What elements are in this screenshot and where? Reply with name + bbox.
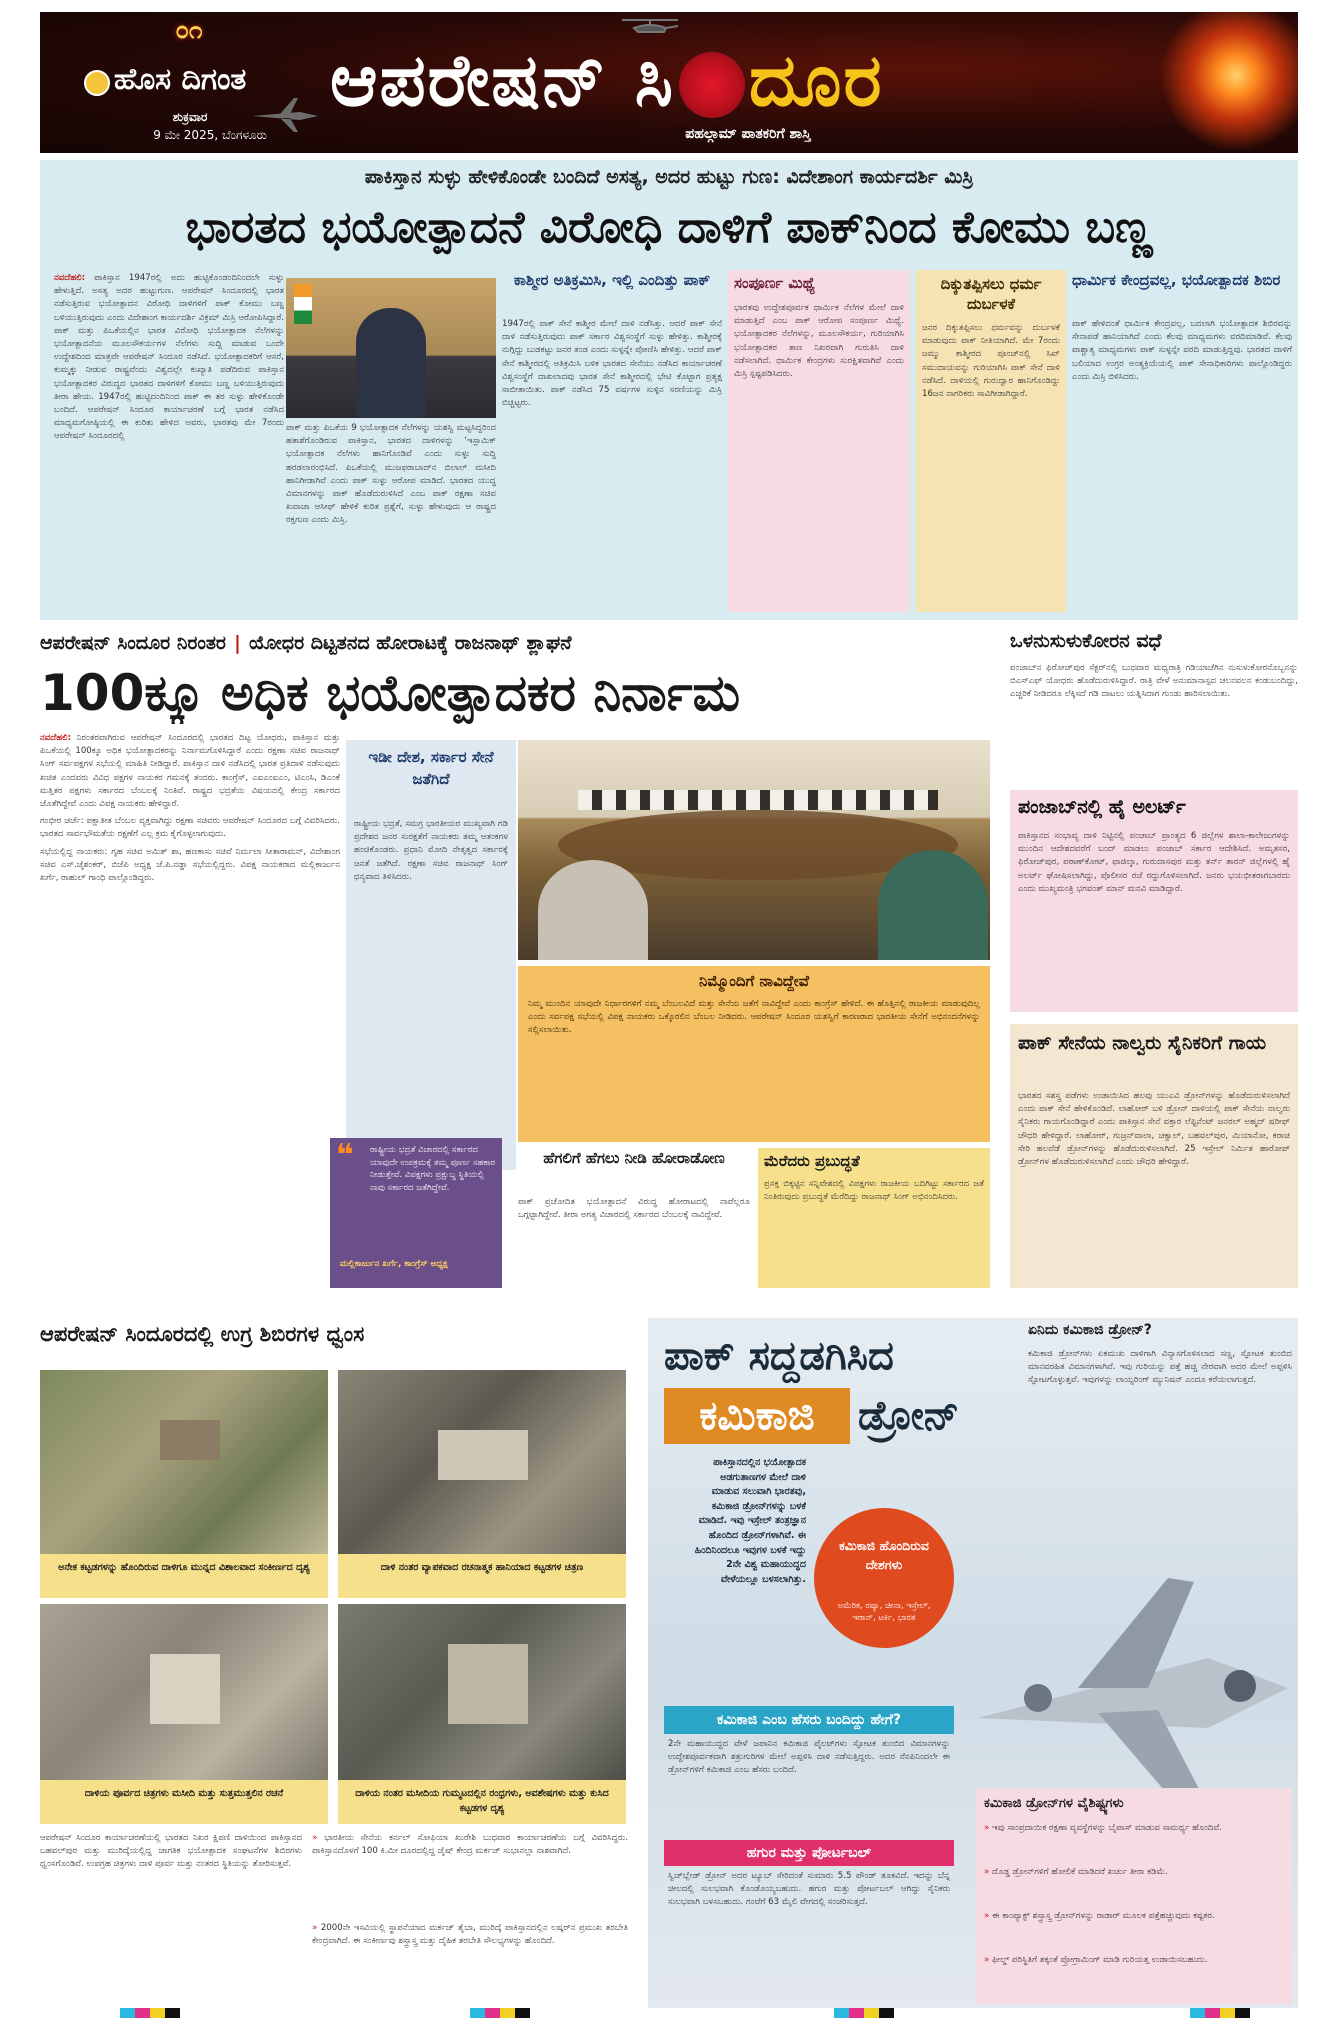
registration-marks bbox=[1190, 2008, 1250, 2018]
mosque-graphic bbox=[448, 1644, 528, 1724]
registration-marks bbox=[120, 2008, 180, 2018]
camps-bullet-2 bbox=[312, 1922, 628, 2004]
satellite-caption-4: ದಾಳಿಯ ನಂತರ ಮಸೀದಿಯ ಗುಮ್ಮಟದಲ್ಲಿನ ರಂಧ್ರಗಳು, ಅವಶೇಷಗಳು ಮತ್ತು ಕುಸಿದ ಕಟ್ಟಡಗಳ ದೃಶ್ಯ bbox=[338, 1780, 626, 1824]
quote-attribution: ಮಲ್ಲಿಕಾರ್ಜುನ ಖರ್ಗೆ, ಕಾಂಗ್ರೆಸ್ ಅಧ್ಯಕ್ಷ bbox=[340, 1259, 448, 1269]
col-heading: ಧಾರ್ಮಿಕ ಕೇಂದ್ರವಲ್ಲ, ಭಯೋತ್ಪಾದಕ ಶಿಬಿರ bbox=[1072, 271, 1281, 289]
kicker-divider: | bbox=[233, 632, 241, 654]
pak-soldiers-title: ಪಾಕ್ ಸೇನೆಯ ನಾಲ್ವರು ಸೈನಿಕರಿಗೆ ಗಾಯ bbox=[1018, 1032, 1267, 1054]
col-body: ಭಾರತವು ಉದ್ದೇಶಪೂರ್ವಕ ಧಾರ್ಮಿಕ ನೆಲೆಗಳ ಮೇಲೆ ದಾಳಿ ಮಾಡುತ್ತಿದೆ ಎಂಬ ಪಾಕ್ ಆರೋಪ ಸಂಪೂರ್ಣ ಮಿಥ್ಯೆ. ಭಯೋತ್ಪಾದಕರ ನೆಲೆಗಳನ್ನು, ಮೂಲಸೌಕರ್ಯ, ಗುರಿಯಾಗಿಸಿ ಭಯೋತ್ಪಾದಕರ ತಾಣ ನಿಖರವಾಗಿ ಗುರುತಿಸಿ ದಾಳಿ ನಡೆಸಲಾಗಿದೆ. ಧಾರ್ಮಿಕ ಕೇಂದ್ರಗಳು ಸುರಕ್ಷಿತವಾಗಿವೆ ಎಂದು ಮಿಸ್ರಿ ಸ್ಪಷ್ಟಪಡಿಸಿದರು. bbox=[734, 303, 904, 380]
portable-title: ಹಗುರ ಮತ್ತು ಪೋರ್ಟಬಲ್ bbox=[664, 1840, 954, 1866]
punjab-alert bbox=[1010, 790, 1298, 1012]
rajnath-headline: 100ಕ್ಕೂ ಅಧಿಕ ಭಯೋತ್ಪಾದಕರ ನಿರ್ನಾಮ bbox=[40, 664, 741, 722]
satellite-caption-1: ಅನೇಕ ಕಟ್ಟಡಗಳನ್ನು ಹೊಂದಿರುವ ದಾಳಿಗೂ ಮುನ್ನದ ವಿಶಾಲವಾದ ಸಂಕೀರ್ಣದ ದೃಶ್ಯ bbox=[40, 1554, 328, 1598]
lead-headline: ಭಾರತದ ಭಯೋತ್ಪಾದನೆ ವಿರೋಧಿ ದಾಳಿಗೆ ಪಾಕ್‌ನಿಂದ ಕೋಮು ಬಣ್ಣ bbox=[185, 202, 1153, 253]
satellite-after-2 bbox=[338, 1604, 626, 1780]
drone-intro: ಪಾಕಿಸ್ತಾನದಲ್ಲಿನ ಭಯೋತ್ಪಾದಕ ಅಡಗುತಾಣಗಳ ಮೇಲೆ ದಾಳಿ ಮಾಡುವ ಸಲುವಾಗಿ ಭಾರತವು, ಕಮಿಕಾಜಿ ಡ್ರೋನ್‌ಗಳನ್ನು ಬಳಕೆ ಮಾಡಿದೆ. ಇವು ಇಸ್ರೇಲ್ ತಂತ್ರಜ್ಞಾನ ಹೊಂದಿದ ಡ್ರೋನ್‌ಗಳಾಗಿವೆ. ಈ ಹಿಂದಿನಿಂದಲೂ ಇವುಗಳ ಬಳಕೆ ಇದ್ದು 2ನೇ ವಿಶ್ವ ಮಹಾಯುದ್ಧದ ವೇಳೆಯಲ್ಲೂ ಬಳಸಲಾಗಿತ್ತು. bbox=[694, 1457, 806, 1585]
issue-day: ಶುಕ್ರವಾರ bbox=[172, 110, 208, 124]
drone-headline-b: ಕಮಿಕಾಜಿ bbox=[664, 1388, 850, 1444]
satellite-caption-2: ದಾಳಿ ನಂತರ ವ್ಯಾಪಕವಾದ ರಚನಾತ್ಮಕ ಹಾನಿಯಾದ ಕಟ್ಟಡಗಳ ಚಿತ್ರಣ bbox=[338, 1554, 626, 1598]
meeting-photo bbox=[518, 740, 990, 960]
what-is-title: ಏನಿದು ಕಮಿಕಾಜಿ ಡ್ರೋನ್? bbox=[1028, 1322, 1152, 1338]
camps-body: ಆಪರೇಷನ್ ಸಿಂದೂರ ಕಾರ್ಯಾಚರಣೆಯಲ್ಲಿ ಭಾರತದ ನಿಖರ ಕ್ಷಿಪಣಿ ದಾಳಿಯಿಂದ ಪಾಕಿಸ್ತಾನದ ಬಹವಲ್‌ಪುರ ಮತ್ತು ಮುರಿದ್ಕೆಯಲ್ಲಿದ್ದ ಜಾಗತಿಕ ಭಯೋತ್ಪಾದಕ ಸಂಘಟನೆಗಳ ಶಿಬಿರಗಳು ಧ್ವಂಸಗೊಂಡಿವೆ. ಉಪಗ್ರಹ ಚಿತ್ರಗಳು ದಾಳಿ ಪೂರ್ವ ಮತ್ತು ನಂತರದ ಸ್ಥಿತಿಯನ್ನು ತೋರಿಸುತ್ತವೆ. bbox=[40, 1833, 302, 1870]
punjab-title: ಪಂಜಾಬ್‌ನಲ್ಲಿ ಹೈ ಅಲರ್ಟ್ bbox=[1018, 796, 1186, 818]
bullet-arrow-icon: » bbox=[984, 1911, 992, 1921]
feature-item bbox=[984, 1822, 1284, 1862]
rajnath-body bbox=[40, 732, 340, 1288]
support-box-title: ನಿಮ್ಮೊಂದಿಗೆ ನಾವಿದ್ದೇವೆ bbox=[699, 972, 809, 990]
attendees-graphic bbox=[578, 790, 938, 810]
explosion-graphic bbox=[1160, 12, 1298, 153]
support-box-body: ನಿಮ್ಮ ಮುಂದಿನ ಯಾವುದೇ ನಿರ್ಧಾರಗಳಿಗೆ ನಮ್ಮ ಬೆಂಬಲವಿದೆ ಮತ್ತು ಸೇನೆಯ ಜತೆಗೆ ನಾವಿದ್ದೇವೆ ಎಂದು ಕಾಂಗ್ರೆಸ್ ಹೇಳಿದೆ. ಈ ಹೊತ್ತಿನಲ್ಲಿ ರಾಜಕೀಯ ಮಾಡುವುದಿಲ್ಲ ಎಂದು ಸರ್ವಪಕ್ಷ ಸಭೆಯಲ್ಲಿ ವಿಪಕ್ಷ ನಾಯಕರು ಒಕ್ಕೊರಲಿನ ಬೆಂಬಲ ನೀಡಿದರು. ಆಪರೇಷನ್ ಸಿಂದೂರ ಯಶಸ್ವಿಗೆ ಕಾರಣರಾದ ಭಾರತೀಯ ಸೇನೆಗೆ ಅಭಿನಂದನೆಗಳನ್ನು ಸಲ್ಲಿಸಲಾಯಿತು. bbox=[528, 999, 980, 1036]
drone-headline-c: ಡ್ರೋನ್ bbox=[858, 1393, 960, 1439]
rajnath-text-2: ಗಂಭೀರ ಚರ್ಚೆ: ಪಕ್ಷಾತೀತ ಬೆಂಬಲ ವ್ಯಕ್ತವಾಗಿದ್ದು ರಕ್ಷಣಾ ಸಚಿವರು ಆಪರೇಷನ್ ಸಿಂದೂರದ ಬಗ್ಗೆ ವಿವರಿಸಿದರು. ಭಾರತದ ಸಾರ್ವಭೌಮತೆಯ ರಕ್ಷಣೆಗೆ ಎಲ್ಲ ಕ್ರಮ ಕೈಗೊಳ್ಳಲಾಗುವುದು. bbox=[40, 816, 340, 840]
lead-dateline: ನವದೆಹಲಿ: bbox=[54, 273, 86, 283]
camps-title: ಆಪರೇಷನ್ ಸಿಂದೂರದಲ್ಲಿ ಉಗ್ರ ಶಿಬಿರಗಳ ಧ್ವಂಸ bbox=[40, 1322, 365, 1346]
rajnath-dateline: ನವದೆಹಲಿ: bbox=[40, 733, 72, 743]
issue-date: 9 ಮೇ 2025, ಬೆಂಗಳೂರು bbox=[153, 128, 267, 142]
what-is-box bbox=[1028, 1322, 1292, 1522]
col-heading: ದಿಕ್ಕುತಪ್ಪಿಸಲು ಧರ್ಮ ದುರ್ಬಳಕೆ bbox=[940, 275, 1042, 313]
registration-marks bbox=[834, 2008, 894, 2018]
punjab-body: ಪಾಕಿಸ್ತಾನದ ಸಂಭಾವ್ಯ ದಾಳಿ ನಿಟ್ಟಿನಲ್ಲಿ ಪಂಜಾಬ್ ಪ್ರಾಂತ್ಯದ 6 ಜಿಲ್ಲೆಗಳ ಶಾಲಾ-ಕಾಲೇಜುಗಳನ್ನು ಮುಂದಿನ ಆದೇಶದವರೆಗೆ ಬಂದ್ ಮಾಡಲು ಪಂಜಾಬ್ ಸರ್ಕಾರ ಆದೇಶಿಸಿದೆ. ಅಮೃತಸರ, ಫಿರೋಜ್‌ಪುರ, ಪಠಾಣ್‌ಕೋಟ್, ಫಾಜಿಲ್ಕಾ, ಗುರುದಾಸಪುರ ಮತ್ತು ತರ್ನ್ ತಾರನ್ ಜಿಲ್ಲೆಗಳಲ್ಲಿ ಹೈ ಅಲರ್ಟ್ ಘೋಷಿಸಲಾಗಿದ್ದು, ಪೊಲೀಸರ ರಜೆ ರದ್ದುಗೊಳಿಸಲಾಗಿದೆ. ಜನರು ಭಯಭೀತರಾಗಬಾರದು ಎಂದು ಮುಖ್ಯಮಂತ್ರಿ ಭಗವಂತ್ ಮಾನ್ ಮನವಿ ಮಾಡಿದ್ದಾರೆ. bbox=[1018, 831, 1290, 894]
page-number: ೦೧ bbox=[175, 16, 203, 44]
maturity-column-body: ಪ್ರಸಕ್ತ ಬಿಕ್ಕಟ್ಟಿನ ಸನ್ನಿವೇಶದಲ್ಲಿ ವಿಪಕ್ಷಗಳು ರಾಜಕೀಯ ಬದಿಗಿಟ್ಟು ಸರ್ಕಾರದ ಜತೆ ನಿಂತಿರುವುದು ಪ್ರಬುದ್ಧತೆ ಮೆರೆದಿದ್ದು ರಾಜನಾಥ್ ಸಿಂಗ್ ಅಭಿನಂದಿಸಿದರು. bbox=[764, 1179, 984, 1203]
portable-body: ಸ್ವಿಚ್‌ಬ್ಲೇಡ್ ಡ್ರೋನ್ ಅದರ ಟ್ಯೂಬ್ ಸೇರಿದಂತೆ ಸುಮಾರು 5.5 ಪೌಂಡ್ ತೂಕವಿದೆ. ಇದನ್ನು ಬೆನ್ನ ಚೀಲದಲ್ಲಿ ಸುಲಭವಾಗಿ ಕೊಂಡೊಯ್ಯಬಹುದು. ಹಗುರ ಮತ್ತು ಪೋರ್ಟಬಲ್ ಆಗಿದ್ದು ಸೈನಿಕರು ಸುಲಭವಾಗಿ ಬಳಸಬಹುದು. ಗಂಟೆಗೆ 63 ಮೈಲಿ ವೇಗದಲ್ಲಿ ಸಂಚರಿಸುತ್ತದೆ. bbox=[668, 1871, 950, 1908]
mishri-photo-caption: ಪಾಕ್ ಮತ್ತು ಪಿಒಕೆಯ 9 ಭಯೋತ್ಪಾದಕ ನೆಲೆಗಳನ್ನು ಯಶಸ್ವಿ ಮಟ್ಟಸಿದ್ದರಿಂದ ಹತಾಶೆಗೊಂಡಿರುವ ಪಾಕಿಸ್ತಾನ, ಭಾರತದ ದಾಳಿಗಳನ್ನು 'ಇಸ್ಲಾಮಿಕ್ ಭಯೋತ್ಪಾದಕ ನೆಲೆಗಳು ಹಾನಿಗೊಂಡಿವೆ ಎಂದು ಸುಳ್ಳು ಸುದ್ದಿ ಹರಡಲಾರಂಭಿಸಿದೆ. ಪಿಒಕೆಯಲ್ಲಿ ಮುಜಫರಾಬಾದ್‌ನ ಬಿಲಾಲ್ ಮಸೀದಿ ಹಾನಿಗೀಡಾಗಿವೆ ಎಂದು ಪಾಕ್ ಸುಳ್ಳು ಆರೋಪ ಮಾಡಿದೆ. ಭಾರತದ ಯುದ್ಧ ವಿಮಾನಗಳನ್ನು ಪಾಕ್ ಹೊಡೆದುರುಳಿಸಿದೆ ಎಂಬ ಪಾಕ್ ರಕ್ಷಣಾ ಸಚಿವ ಖವಾಜಾ ಆಸೀಫ್ ಹೇಳಿಕೆ ಕುರಿತ ಪ್ರಶ್ನೆಗೆ, ಸುಳ್ಳು ಹೇಳುವುದು ಆ ರಾಷ್ಟ್ರದ ರಕ್ತಗುಣ ಎಂದು ಮಿಸ್ರಿ. bbox=[286, 423, 496, 526]
shoulder-column-body: ಪಾಕ್ ಪ್ರಚೋದಿತ ಭಯೋತ್ಪಾದನೆ ವಿರುದ್ಧ ಹೋರಾಟದಲ್ಲಿ ನಾವೆಲ್ಲರೂ ಒಗ್ಗಟ್ಟಾಗಿದ್ದೇವೆ. ತೀರಾ ಅಗತ್ಯ ವಿಚಾರದಲ್ಲಿ ಸರ್ಕಾರದ ಬೆಂಬಲಕ್ಕೆ ನಾವಿದ್ದೇವೆ. bbox=[518, 1197, 750, 1221]
registration-marks bbox=[470, 2008, 530, 2018]
col-body: 1947ರಲ್ಲಿ ಪಾಕ್ ಸೇನೆ ಕಾಶ್ಮೀರ ಮೇಲೆ ದಾಳಿ ನಡೆಸಿತ್ತು. ಆದರೆ ಪಾಕ್ ಸೇನೆ ದಾಳಿ ನಡೆಸುತ್ತಿರುವುದು ಪಾಕ್ ಸರ್ಕಾರ ವಿಶ್ವಸಂಸ್ಥೆಗೆ ಸುಳ್ಳು ಹೇಳಿತ್ತು. ಕಾಶ್ಮೀರಕ್ಕೆ ನುಗ್ಗಿದ್ದು ಬುಡಕಟ್ಟು ಜನರ ತಂಡ ಎಂದು ಸುಳ್ಳನ್ನೇ ಪೋಣಿಸಿ ಹೇಳಿತ್ತು. ಆದರೆ ಪಾಕ್ ಸೇನೆ ಕಾಶ್ಮೀರದಲ್ಲಿ ಅತಿಕ್ರಮಿಸಿ ಬಳಿಕ ಭಾರತದ ಸೇನೆಯು ನಡೆಸಿದ ಕಾರ್ಯಾಚರಣೆ ವಿಶ್ವಸಂಸ್ಥೆಗೆ ದಾಖಲಾದವು ಭಾರತ ಸೇನೆ ಕಾಶ್ಮೀರದಲ್ಲಿ ಭೇಟಿ ಕೊಟ್ಟಾಗ ಪ್ರತ್ಯಕ್ಷ ಸಾಬೀತಾಯಿತು. ಪಾಕ್ ನಡೆಸಿದ 75 ವರ್ಷಗಳ ಸುಳ್ಳಿನ ಸರಣಿಯನ್ನು ಮಿಸ್ರಿ ಬಿಚ್ಚಿಟ್ಟರು. bbox=[502, 319, 722, 409]
camps-section bbox=[40, 1318, 632, 2008]
lead-body bbox=[54, 272, 284, 612]
rajnath-text-3: ಸಭೆಯಲ್ಲಿದ್ದ ನಾಯಕರು: ಗೃಹ ಸಚಿವ ಅಮಿತ್ ಶಾ, ಹಣಕಾಸು ಸಚಿವೆ ನಿರ್ಮಲಾ ಸೀತಾರಾಮನ್, ವಿದೇಶಾಂಗ ಸಚಿವ ಎಸ್.ಜೈಶಂಕರ್, ಬಿಜೆಪಿ ಅಧ್ಯಕ್ಷ ಜೆ.ಪಿ.ನಡ್ಡಾ ಸಭೆಯಲ್ಲಿದ್ದರು. ವಿಪಕ್ಷ ನಾಯಕರಾದ ಮಲ್ಲಿಕಾರ್ಜುನ ಖರ್ಗೆ, ರಾಹುಲ್ ಗಾಂಧಿ ಪಾಲ್ಗೊಂಡಿದ್ದರು. bbox=[40, 846, 340, 884]
mosque-graphic bbox=[150, 1654, 220, 1724]
rajnath-story bbox=[40, 628, 990, 1288]
banner-tagline: ಪಹಲ್ಗಾಮ್ ಪಾತಕರಿಗೆ ಶಾಸ್ತಿ bbox=[685, 126, 811, 142]
side-panel-body: ರಾಷ್ಟ್ರೀಯ ಭದ್ರತೆ, ಸಮಗ್ರ ಭಾರತೀಯರ ಮುಖ್ಯವಾಗಿ ಗಡಿ ಪ್ರದೇಶದ ಜನರ ಸುರಕ್ಷತೆಗೆ ನಾಯಕರು ತಮ್ಮ ಆತಂಕಗಳ ಹಂಚಿಕೊಂಡರು. ಪ್ರಧಾನಿ ಮೋದಿ ನೇತೃತ್ವದ ಸರ್ಕಾರಕ್ಕೆ ಜನತೆ ಜತೆಗಿದೆ. ರಕ್ಷಣಾ ಸಚಿವ ರಾಜನಾಥ್ ಸಿಂಗ್ ಧನ್ಯವಾದ ತಿಳಿಸಿದರು. bbox=[354, 819, 508, 882]
bullet-arrow-icon: » bbox=[312, 1833, 325, 1843]
feature-item bbox=[984, 1910, 1284, 1950]
feature-text: ಇವು ಸಾಂಪ್ರದಾಯಿಕ ರಕ್ಷಣಾ ವ್ಯವಸ್ಥೆಗಳನ್ನು ಬೈಪಾಸ್ ಮಾಡುವ ಸಾಮರ್ಥ್ಯ ಹೊಂದಿವೆ. bbox=[992, 1823, 1222, 1833]
banner-title-part-a: ಆಪರೇಷನ್ ಸಿ bbox=[330, 38, 675, 122]
countries-title: ಕಮಿಕಾಜಿ ಹೊಂದಿರುವ ದೇಶಗಳು bbox=[839, 1538, 929, 1572]
kicker-part-a: ಆಪರೇಷನ್ ಸಿಂದೂರ ನಿರಂತರ bbox=[40, 632, 226, 654]
bullet-arrow-icon: » bbox=[984, 1823, 992, 1833]
banner-title bbox=[330, 32, 1150, 128]
feature-item bbox=[984, 1866, 1284, 1906]
bsf-title: ಒಳನುಸುಳುಕೋರನ ವಧೆ bbox=[1010, 630, 1162, 652]
quote-text: ರಾಷ್ಟ್ರೀಯ ಭದ್ರತೆ ವಿಚಾರದಲ್ಲಿ ಸರ್ಕಾರದ ಯಾವುದೇ ಉಪಕ್ರಮಕ್ಕೆ ತಮ್ಮ ಪೂರ್ಣ ಸಹಕಾರ ನೀಡುತ್ತೇವೆ. ವಿಪಕ್ಷಗಳು ಪ್ರಕ್ಷುಬ್ಧ ಸ್ಥಿತಿಯಲ್ಲಿ ನಾವು ಸರ್ಕಾರದ ಜತೆಗಿದ್ದೇವೆ. bbox=[370, 1145, 496, 1193]
pak-soldiers-body: ಭಾರತದ ಸಶಸ್ತ್ರ ಪಡೆಗಳು ಉಡಾಯಿಸಿದ ಹಲವು ಯುಎವಿ ಡ್ರೋನ್‌ಗಳನ್ನು ಹೊಡೆದುರುಳಿಸಲಾಗಿದೆ ಎಂದು ಪಾಕ್ ಸೇನೆ ಹೇಳಿಕೊಂಡಿದೆ. ಲಾಹೋರ್ ಬಳಿ ಡ್ರೋನ್ ದಾಳಿಯಲ್ಲಿ ಪಾಕ್ ಸೇನೆಯ ನಾಲ್ವರು ಸೈನಿಕರು ಗಾಯಗೊಂಡಿದ್ದಾರೆ ಎಂದು ಪಾಕಿಸ್ತಾನ ಸೇನೆ ವಕ್ತಾರ ಲೆಫ್ಟಿನೆಂಟ್ ಜನರಲ್ ಅಹ್ಮದ್ ಷರೀಫ್ ಚೌಧರಿ ಹೇಳಿದ್ದಾರೆ. ಲಾಹೋರ್, ಗುಜ್ರನ್‌ವಾಲಾ, ಚಕ್ವಾಲ್, ಬಹವಲ್‌ಪುರ, ಮಿಯಾನೋ, ಕರಾಚಿ ಸೇರಿ ಹಲವೆಡೆ ಡ್ರೋನ್‌ಗಳನ್ನು ಹೊಡೆದುರುಳಿಸಲಾಗಿದೆ. 25 ಇಸ್ರೇಲ್ ನಿರ್ಮಿತ ಹಾರೋಪ್ ಡ್ರೋನ್‌ಗಳ ಹೊಡೆದುರುಳಿಸಲಾಗಿದೆ ಎಂದು ಚೌಧರಿ ಹೇಳಿದ್ದಾರೆ. bbox=[1018, 1091, 1290, 1168]
maturity-column bbox=[758, 1148, 990, 1288]
maturity-column-title: ಮೆರೆದರು ಪ್ರಬುದ್ಧತೆ bbox=[764, 1152, 860, 1170]
what-is-body: ಕಮಿಕಾಜಿ ಡ್ರೋನ್‌ಗಳು ಏಕಮುಖ ದಾಳಿಗಾಗಿ ವಿನ್ಯಾಸಗೊಳಿಸಲಾದ ಸಣ್ಣ, ಸ್ಫೋಟಕ ತುಂಬಿದ ಮಾನವರಹಿತ ವಿಮಾನಗಳಾಗಿವೆ. ಇವು ಗುರಿಯನ್ನು ಪತ್ತೆ ಹಚ್ಚಿ ನೇರವಾಗಿ ಅದರ ಮೇಲೆ ಅಪ್ಪಳಿಸಿ ಸ್ಫೋಟಗೊಳ್ಳುತ್ತವೆ. ಇವುಗಳನ್ನು ಲಾಯ್ಟರಿಂಗ್ ಮ್ಯುನಿಷನ್ ಎಂದೂ ಕರೆಯಲಾಗುತ್ತದೆ. bbox=[1028, 1349, 1292, 1386]
countries-list: ಅಮೆರಿಕ, ರಷ್ಯಾ, ಚೀನಾ, ಇಸ್ರೇಲ್, ಇರಾನ್, ಟರ್ಕಿ, ಭಾರತ bbox=[837, 1601, 931, 1623]
feature-text: ಈ ಕಾಂಪ್ಯಾಕ್ಟ್ ಶಸ್ತ್ರಾಸ್ತ್ರ ಡ್ರೋನ್‌ಗಳನ್ನು ರಾಡಾರ್ ಮೂಲಕ ಪತ್ತೆಹಚ್ಚುವುದು ಕಷ್ಟಕರ. bbox=[992, 1911, 1215, 1921]
name-origin-body: 2ನೇ ಮಹಾಯುದ್ಧದ ವೇಳೆ ಜಪಾನಿನ ಕಮಿಕಾಜಿ ಪೈಲಟ್‌ಗಳು ಸ್ಫೋಟಕ ತುಂಬಿದ ವಿಮಾನಗಳನ್ನು ಉದ್ದೇಶಪೂರ್ವಕವಾಗಿ ಶತ್ರುಗುರಿಗಳ ಮೇಲೆ ಅಪ್ಪಳಿಸಿ ದಾಳಿ ನಡೆಸುತ್ತಿದ್ದರು. ಅದರ ನೆನಪಿನಿಂದಲೇ ಈ ಡ್ರೋನ್‌ಗಳಿಗೆ ಕಮಿಕಾಜಿ ಎಂಬ ಹೆಸರು ಬಂದಿದೆ. bbox=[668, 1739, 950, 1776]
foreground-figure bbox=[878, 850, 988, 960]
portable-box bbox=[664, 1840, 954, 2004]
sindoor-dot bbox=[679, 52, 745, 118]
support-box bbox=[518, 966, 990, 1142]
col-heading: ಸಂಪೂರ್ಣ ಮಿಥ್ಯೆ bbox=[734, 274, 816, 292]
quote-box bbox=[330, 1138, 502, 1288]
bsf-body: ಪಂಜಾಬ್‌ನ ಫಿರೋಜ್‌ಪುರ ಸೆಕ್ಟರ್‌ನಲ್ಲಿ ಬುಧವಾರ ಮಧ್ಯರಾತ್ರಿ ಗಡಿಯಾಚೆಗಿನ ನುಸುಳುಕೋರನೊಬ್ಬನನ್ನು ಬಿಎಸ್‌ಎಫ್ ಯೋಧರು ಹೊಡೆದುರುಳಿಸಿದ್ದಾರೆ. ರಾತ್ರಿ ವೇಳೆ ಅನುಮಾನಾಸ್ಪದ ಚಲನವಲನ ಕಂಡುಬಂದಿದ್ದು, ಎಚ್ಚರಿಕೆ ನೀಡಿದರೂ ಲೆಕ್ಕಿಸದೆ ಗಡಿ ದಾಟಲು ಯತ್ನಿಸಿದಾಗ ಗುಂಡು ಹಾರಿಸಲಾಯಿತು. bbox=[1010, 663, 1298, 700]
feature-text: ಫೀಲ್ಡ್ ಪರಿಸ್ಥಿತಿಗೆ ತಕ್ಕಂತೆ ಪ್ರೋಗ್ರಾಮಿಂಗ್ ಮಾಡಿ ಗುರಿಯತ್ತ ಉಡಾಯಿಸಬಹುದು. bbox=[992, 1955, 1208, 1965]
name-origin-title: ಕಮಿಕಾಜಿ ಎಂಬ ಹೆಸರು ಬಂದಿದ್ದು ಹೇಗೆ? bbox=[664, 1706, 954, 1734]
banner-title-part-b: ದೂರ bbox=[749, 38, 884, 122]
flag-graphic bbox=[294, 284, 312, 324]
lead-col-religion bbox=[916, 270, 1066, 612]
drone-section bbox=[648, 1318, 1298, 2008]
paper-logo-emblem bbox=[84, 70, 110, 96]
feature-text: ದೊಡ್ಡ ಡ್ರೋನ್‌ಗಳಿಗೆ ಹೋಲಿಕೆ ಮಾಡಿದರೆ ಖರ್ಚು ತೀರಾ ಕಡಿಮೆ. bbox=[992, 1867, 1168, 1877]
pak-soldiers-story bbox=[1010, 1024, 1298, 1288]
bullet-text: 2000ನೇ ಇಸವಿಯಲ್ಲಿ ಸ್ಥಾಪನೆಯಾದ ಮರ್ಕಜ್ ತೈಬಾ, ಮುರಿದ್ಕೆ ಪಾಕಿಸ್ತಾನದಲ್ಲಿನ ಲಷ್ಕರ್‌ನ ಪ್ರಮುಖ ತರಬೇತಿ ಕೇಂದ್ರವಾಗಿದೆ. ಈ ಸಂಕೀರ್ಣವು ಶಸ್ತ್ರಾಸ್ತ್ರ ಮತ್ತು ದೈಹಿಕ ತರಬೇತಿ ಸೌಲಭ್ಯಗಳನ್ನು ಹೊಂದಿದೆ. bbox=[312, 1923, 628, 1947]
lead-col-camp bbox=[1072, 270, 1292, 612]
features-title: ಕಮಿಕಾಜಿ ಡ್ರೋನ್‌ಗಳ ವೈಶಿಷ್ಟ್ಯಗಳು bbox=[984, 1796, 1124, 1811]
mishri-photo bbox=[286, 278, 496, 418]
shoulder-column-title: ಹೆಗಲಿಗೆ ಹೆಗಲು ನೀಡಿ ಹೋರಾಡೋಣ bbox=[543, 1149, 725, 1167]
features-box bbox=[976, 1788, 1292, 2004]
kicker-part-b: ಯೋಧರ ದಿಟ್ಟತನದ ಹೋರಾಟಕ್ಕೆ ರಾಜನಾಥ್ ಶ್ಲಾಘನೆ bbox=[248, 632, 572, 654]
col-heading: ಕಾಶ್ಮೀರ ಅತಿಕ್ರಮಿಸಿ, ಇಲ್ಲಿ ಎಂದಿತ್ತು ಪಾಕ್ bbox=[513, 271, 711, 289]
rajnath-kicker bbox=[40, 632, 990, 658]
bullet-arrow-icon: » bbox=[312, 1923, 321, 1933]
shoulder-column bbox=[518, 1148, 750, 1288]
speaker-figure bbox=[356, 308, 426, 418]
lead-col-myth bbox=[728, 270, 910, 612]
drone-headline-a: ಪಾಕ್ ಸದ್ದಡಗಿಸಿದ bbox=[664, 1333, 894, 1379]
lead-text: ಪಾಕಿಸ್ತಾನ 1947ರಲ್ಲಿ ಅದು ಹುಟ್ಟಿಕೊಂಡಂದಿನಿಂದಲೇ ಸುಳ್ಳು ಹೇಳುತ್ತಿದೆ. ಅಸತ್ಯ ಅದರ ಹುಟ್ಟುಗುಣ. ಆಪರೇಷನ್ ಸಿಂದೂರದಲ್ಲಿ ಭಾರತ ನಡೆಸುತ್ತಿರುವ ಭಯೋತ್ಪಾದನ ವಿರೋಧಿ ದಾಳಿಗಳಿಗೆ ಪಾಕ್ ಕೋಮು ಬಣ್ಣ ಬಳಿಯುತ್ತಿರುವುದು ಎಂದು ವಿದೇಶಾಂಗ ಕಾರ್ಯದರ್ಶಿ ವಿಕ್ರಮ್ ಮಿಸ್ರಿ ಆರೋಪಿಸಿದ್ದಾರೆ. ಪಾಕ್ ಮತ್ತು ಪಿಒಕೆಯಲ್ಲಿನ ಭಾರತ ವಿರೋಧಿ ಭಯೋತ್ಪಾದಕ ನೆಲೆಗಳನ್ನು ಭಯೋತ್ಪಾದನೆಯ ಮೂಲಸೌಕರ್ಯಗಳ ನೆಲೆಗಳು ಸುದ್ದಿ ಮಾಡುವ ಒಂದೇ ಉದ್ದೇಶದಿಂದ ಮಾತ್ರವೇ ಆಪರೇಷನ್ ಸಿಂದೂರ ನಡೆಸಿದೆ. ಭಯೋತ್ಪಾದಕರಿಗೆ ಆಸರೆ, ಕುಮ್ಮಕ್ಕು ನೀಡುವ ರಾಷ್ಟ್ರವೆಂದು ವಿಶ್ವದಲ್ಲೇ ಕುಖ್ಯಾತಿ ಪಡೆದಿರುವ ಪಾಕಿಸ್ತಾನ ಭಯೋತ್ಪಾದಕರ ವಿರುದ್ಧದ ಭಾರತದ ದಾಳಿಗಳಿಗೆ ಕೋಮು ಬಣ್ಣ ಬಳಿಯುತ್ತಿರುವುದು ತೀರಾ ಹೇಯ. 1947ರಲ್ಲಿ ಹುಟ್ಟಿದಂದಿನಿಂದ ಪಾಕ್ ಈ ತರ ಸುಳ್ಳು ಹೇಳಿಕೊಂಡೇ ಬಂದಿದೆ. ಆಪರೇಷನ್ ಸಿಂದೂರ ಕಾರ್ಯಾಚರಣೆ ಬಗ್ಗೆ ಭಾರತ ನಡೆಸಿದ ಮಾಧ್ಯಮಗೋಷ್ಠಿಯಲ್ಲಿ ಈ ಕುರಿತು ಹೇಳಿದ ಅವರು, ಭಾರತವು ಮೇ 7ರಂದು ಆಪರೇಷನ್ ಸಿಂದೂರದಲ್ಲಿ bbox=[54, 273, 284, 442]
camps-bullet-1 bbox=[312, 1832, 628, 1916]
bullet-text: ಭಾರತೀಯ ಸೇನೆಯ ಕರ್ನಲ್ ಸೋಫಿಯಾ ಖುರೇಶಿ ಬುಧವಾರ ಕಾರ್ಯಾಚರಣೆಯ ಬಗ್ಗೆ ವಿವರಿಸಿದ್ದರು. ಪಾಕಿಸ್ತಾನದೊಳಗೆ 100 ಕಿ.ಮೀ ದೂರದಲ್ಲಿದ್ದ ಜೈಷ್ ಕೇಂದ್ರ ಮರ್ಕಜ್ ಸುಭಾನಲ್ಲಾ ನಾಶವಾಗಿದೆ. bbox=[312, 1833, 628, 1857]
building-graphic bbox=[438, 1430, 528, 1480]
col-body: ಜನರ ದಿಕ್ಕುತಪ್ಪಿಸಲು ಧರ್ಮವನ್ನು ದುರ್ಬಳಕೆ ಮಾಡುವುದು ಪಾಕ್ ನೀತಿಯಾಗಿದೆ. ಮೇ 7ರಂದು ಜಮ್ಮು ಕಾಶ್ಮೀರದ ಪೂಂಚ್‌ನಲ್ಲಿ ಸಿಖ್ ಸಮುದಾಯವನ್ನು ಗುರಿಯಾಗಿಸಿ ಪಾಕ್ ಸೇನೆ ದಾಳಿ ನಡೆಸಿದೆ. ದಾಳಿಯಲ್ಲಿ ಗುರುದ್ವಾರ ಹಾನಿಗೊಂಡಿದ್ದು 16ಜನ ನಾಗರಿಕರು ಸಾವಿಗೀಡಾಗಿದ್ದಾರೆ. bbox=[922, 323, 1060, 400]
countries-circle bbox=[814, 1508, 954, 1648]
masthead-banner bbox=[40, 12, 1298, 153]
bullet-arrow-icon: » bbox=[984, 1867, 992, 1877]
lead-kicker: ಪಾಕಿಸ್ತಾನ ಸುಳ್ಳು ಹೇಳಿಕೊಂಡೇ ಬಂದಿದೆ ಅಸತ್ಯ, ಅದರ ಹುಟ್ಟು ಗುಣ: ವಿದೇಶಾಂಗ ಕಾರ್ಯದರ್ಶಿ ಮಿಸ್ರಿ bbox=[364, 166, 974, 188]
paper-logo: ಹೊಸ ದಿಗಂತ bbox=[114, 62, 247, 97]
side-panel bbox=[346, 740, 516, 1170]
foreground-figure bbox=[538, 860, 648, 960]
bullet-arrow-icon: » bbox=[984, 1955, 992, 1965]
satellite-before-1 bbox=[40, 1370, 328, 1554]
feature-item bbox=[984, 1954, 1284, 1998]
lead-col-kashmir bbox=[502, 270, 722, 612]
rajnath-text: ನಿರಂತರವಾಗಿರುವ ಆಪರೇಷನ್ ಸಿಂದೂರದಲ್ಲಿ ಭಾರತದ ದಿಟ್ಟ ಯೋಧರು, ಪಾಕಿಸ್ತಾನ ಮತ್ತು ಪಿಒಕೆಯಲ್ಲಿ 100ಕ್ಕೂ ಅಧಿಕ ಭಯೋತ್ಪಾದಕರನ್ನು ನಿರ್ನಾಮಗೊಳಿಸಿದ್ದಾರೆ ಎಂದು ರಕ್ಷಣಾ ಸಚಿವ ರಾಜನಾಥ್ ಸಿಂಗ್ ಸರ್ವಪಕ್ಷಗಳ ಸಭೆಯಲ್ಲಿ ಮಾಹಿತಿ ನೀಡಿದ್ದಾರೆ. ಪಾಕಿಸ್ತಾನ ದಾಳಿ ನಡೆಸಿದಲ್ಲಿ ಭಾರತ ಪ್ರತಿದಾಳಿ ನಡೆಸುವುದು ಖಚಿತ ಎಂದವರು ವಿವಿಧ ಪಕ್ಷಗಳ ನಾಯಕರ ಗಮನಕ್ಕೆ ತಂದರು. ಕಾಂಗ್ರೆಸ್, ಎಐಎಂಐಎಂ, ಟಿಎಂಸಿ, ಡಿಎಂಕೆ ಮತ್ತಿತರ ಪಕ್ಷಗಳು ಸರ್ಕಾರದ ಬೆಂಬಲಕ್ಕೆ ನಿಂತಿವೆ. ರಾಷ್ಟ್ರದ ಭದ್ರತೆಯ ವಿಷಯದಲ್ಲಿ ಕೇಂದ್ರ ಸರ್ಕಾರದ ಜೊತೆಗಿದ್ದೇವೆ ಎಂದು ವಿಪಕ್ಷ ನಾಯಕರು ಹೇಳಿದ್ದಾರೆ. bbox=[40, 733, 340, 810]
satellite-after-1 bbox=[338, 1370, 626, 1554]
satellite-caption-3: ದಾಳಿಯ ಪೂರ್ವದ ಚಿತ್ರಗಳು ಮಸೀದಿ ಮತ್ತು ಸುತ್ತಮುತ್ತಲಿನ ರಚನೆ bbox=[40, 1780, 328, 1824]
side-panel-title: ಇಡೀ ದೇಶ, ಸರ್ಕಾರ ಸೇನೆ ಜತೆಗಿದೆ bbox=[368, 748, 494, 788]
col-body: ಪಾಕ್ ಹೇಳಿದಂತೆ ಧಾರ್ಮಿಕ ಕೇಂದ್ರವಲ್ಲ, ಬದಲಾಗಿ ಭಯೋತ್ಪಾದಕ ಶಿಬಿರವನ್ನು ಸೇನಾಪಡೆ ಹಾನಿಯಾಗಿದೆ ಎಂದು ಕೆಲವು ಮಾಧ್ಯಮಗಳು ವರದಿಮಾಡಿವೆ. ಕೆಲವು ಪಾಶ್ಚಾತ್ಯ ಮಾಧ್ಯಮಗಳು ಪಾಕ್ ಸುಳ್ಳನ್ನೇ ವರದಿ ಮಾಡುತ್ತಿದ್ದವು. ಭಾರತದ ದಾಳಿಗೆ ಬಲಿಯಾದ ಉಗ್ರರ ಅಂತ್ಯಕ್ರಿಯೆಯಲ್ಲಿ ಪಾಕ್ ಸೇನಾಧಿಕಾರಿಗಳು ಪಾಲ್ಗೊಂಡಿದ್ದರು ಎಂದು ಮಿಸ್ರಿ ಬಿಳಿಸಿದರು. bbox=[1072, 319, 1292, 382]
bsf-story bbox=[1010, 630, 1298, 778]
quote-mark-icon: ❝ bbox=[336, 1138, 354, 1166]
satellite-before-2 bbox=[40, 1604, 328, 1780]
lead-story bbox=[40, 160, 1298, 620]
name-origin-box bbox=[664, 1706, 954, 1836]
building-graphic bbox=[160, 1420, 220, 1460]
